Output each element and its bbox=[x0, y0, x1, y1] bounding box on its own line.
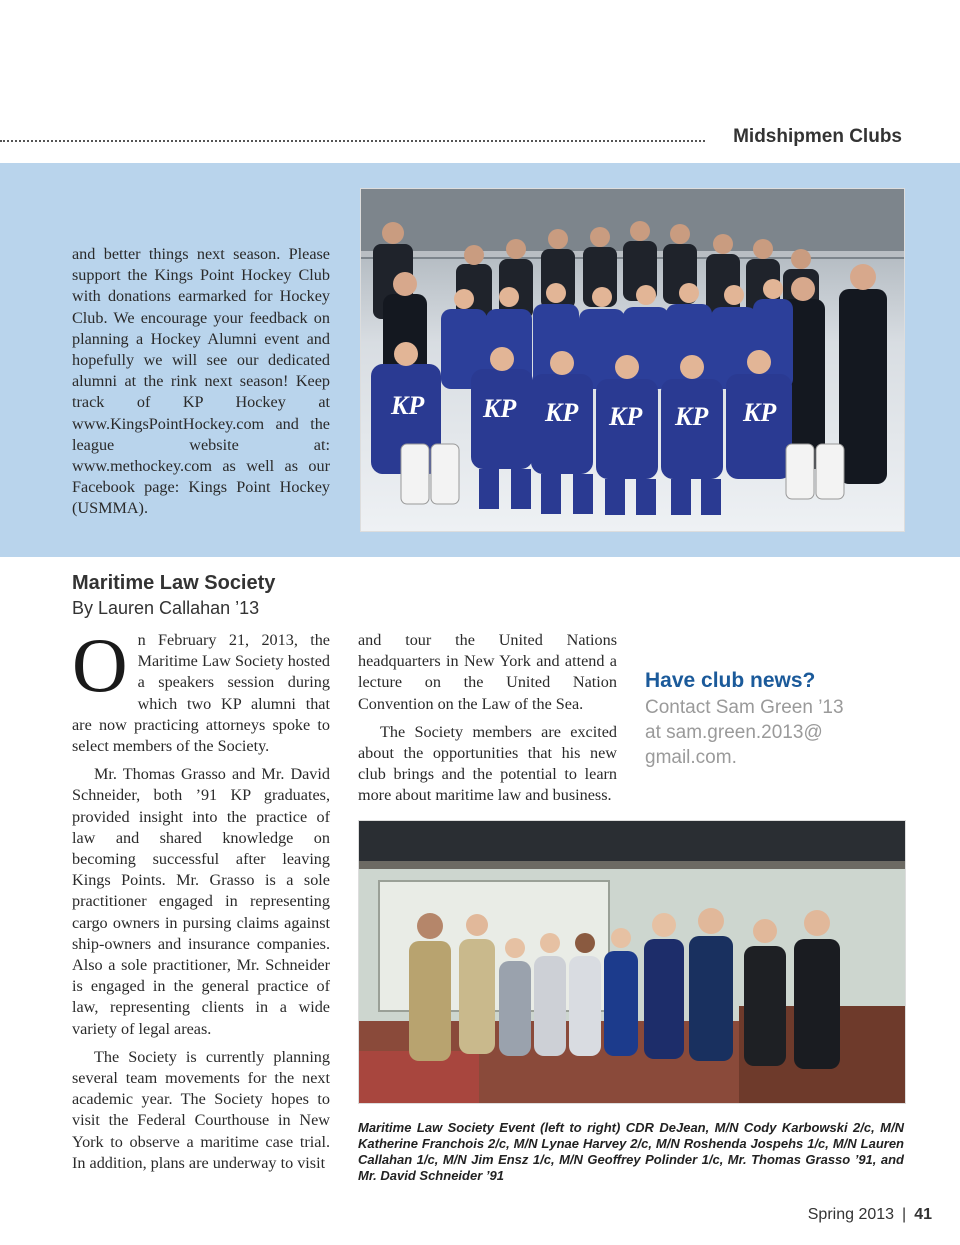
jersey-letters: KP bbox=[483, 394, 517, 423]
article-column-2 bbox=[358, 630, 617, 814]
article-title: Maritime Law Society bbox=[72, 572, 276, 594]
paragraph-1: On February 21, 2013, the Maritime Law Society hosted a speakers session during which two KP alumni that are now practicing attorneys spoke to select members of the Society. bbox=[72, 622, 330, 756]
event-illustration bbox=[359, 821, 905, 1103]
jersey-letters: KP bbox=[545, 398, 579, 427]
club-news-line: Contact Sam Green ’13 bbox=[645, 697, 844, 718]
section-title: Midshipmen Clubs bbox=[733, 126, 902, 147]
drop-cap: O bbox=[72, 622, 128, 708]
page-footer bbox=[808, 1206, 932, 1224]
article-byline: By Lauren Callahan ’13 bbox=[72, 598, 260, 618]
jersey-letters: KP bbox=[743, 398, 777, 427]
club-news-email-domain[interactable]: gmail.com. bbox=[645, 747, 737, 768]
paragraph-3: The Society is currently planning several team movements for the next academic year. The Society hopes to visit the Federal Courthouse in New York to observe a maritime case trial. In addition, plans are underway to visit bbox=[72, 1047, 330, 1172]
club-news-contact bbox=[645, 695, 885, 770]
hockey-team-illustration bbox=[361, 189, 904, 531]
paragraph-4: and tour the United Nations headquarters in New York and attend a lecture on the United Nation Convention on the Law of the Sea. bbox=[358, 631, 617, 713]
jersey-letters: KP bbox=[391, 391, 425, 420]
footer-separator: | bbox=[902, 1206, 907, 1223]
law-society-event-photo bbox=[358, 820, 906, 1104]
page-number: 41 bbox=[914, 1206, 932, 1223]
hockey-team-photo bbox=[360, 188, 905, 532]
article-column-1 bbox=[72, 622, 330, 1181]
paragraph-2: Mr. Thomas Grasso and Mr. David Schneider, both ’91 KP graduates, provided insight into the practice of law and shared knowledge on becoming successful after leaving Kings Points. Mr. Grasso is a sole practitioner engaged in representing cargo owners in pursing claims against ship-owners and insurance companies. Also a sole practitioner, Mr. Schneider is engaged in the general practice of law, representing clients in a wide variety of legal areas. bbox=[72, 765, 330, 1038]
club-news-heading: Have club news? bbox=[645, 669, 816, 692]
header-dotted-rule bbox=[0, 140, 705, 142]
issue-label: Spring 2013 bbox=[807, 1206, 895, 1223]
hockey-article-text: and better things next season. Please support the Kings Point Hockey Club with donations earmarked for Hockey Club. We encourage your feedback on planning a Hockey Alumni event and hopefully we will see our dedicated alumni at the rink next season! Keep track of KP Hockey at www.KingsPointHockey.com and the league website at: www.methockey.com as well as our Facebook page: Kings Point Hockey (USMMA). bbox=[72, 245, 330, 518]
club-news-email[interactable]: at sam.green.2013@ bbox=[645, 722, 823, 743]
paragraph-5: The Society members are excited about the opportunities that his new club brings and the potential to learn more about maritime law and business. bbox=[358, 722, 617, 805]
photo-caption: Maritime Law Society Event (left to right) CDR DeJean, M/N Cody Karbowski 2/c, M/N Katherine Franchois 2/c, M/N Lynae Harvey 2/c, M/N Roshenda Jospehs 1/c, M/N Lauren Callahan 1/c, M/N Jim Ensz 1/c, M/N Geoffrey Polinder 1/c, Mr. Thomas Grasso ’91, and Mr. David Schneider ’91 bbox=[358, 1120, 904, 1183]
jersey-letters: KP bbox=[675, 402, 709, 431]
jersey-letters: KP bbox=[609, 402, 643, 431]
